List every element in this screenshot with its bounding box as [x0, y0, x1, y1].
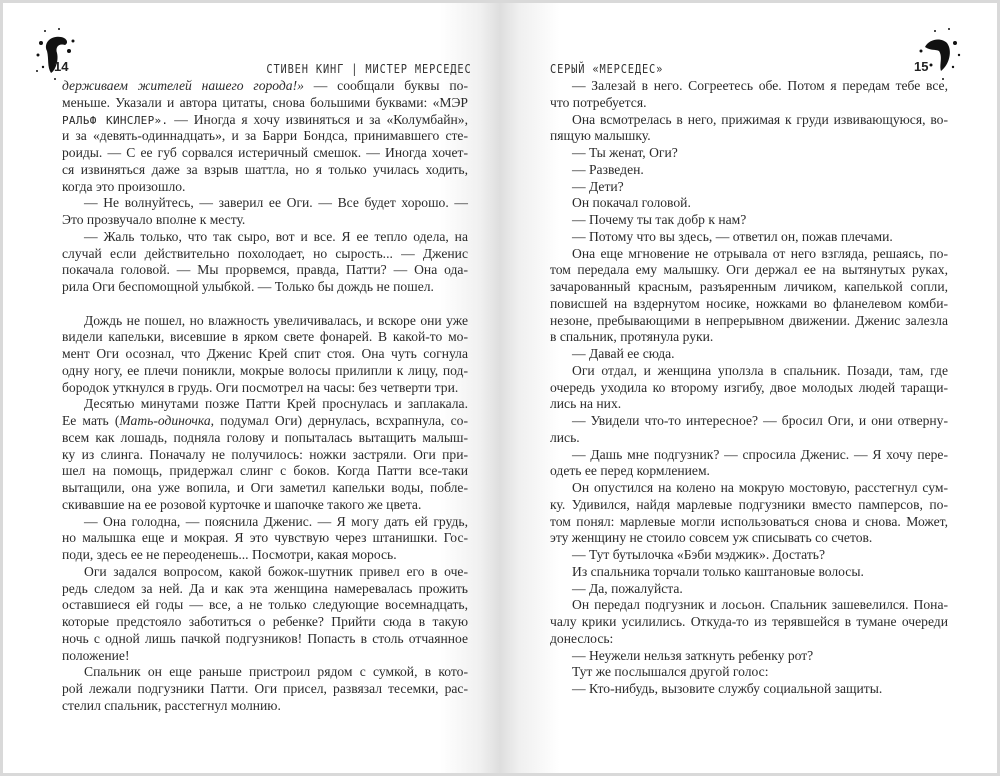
text: видели капельки, висевшие в ярком свете фонарей. В какой-то мо- — [62, 329, 468, 345]
text: ся извиняться даже за взрыв шаттла, но я только училась ходить, — [62, 161, 468, 177]
text: вытащили, она уже вопила, и Оги заметил капельки воды, побле- — [62, 480, 468, 495]
text-line — [550, 346, 948, 363]
text: рила Оги беспомощной улыбкой. — Только бы дождь не пошел. — [62, 279, 434, 294]
text-line — [62, 179, 468, 196]
text: — Она голодна, — пояснила Дженис. — Я могу дать ей грудь, — [84, 513, 468, 529]
text-line — [62, 463, 468, 480]
text: Он покачал головой. — [572, 195, 691, 211]
text-line — [550, 497, 948, 514]
text-line — [62, 262, 468, 279]
text: том передала ему малышку. Оги держал ее на вытянутых руках, — [550, 262, 948, 278]
text-line — [550, 246, 948, 263]
text-line — [550, 581, 948, 598]
text: пящую малышку. — [550, 128, 651, 144]
text: поди, здесь ее не переоденешь... Посмотри, какая морось. — [62, 547, 397, 562]
text: донеслось: — [550, 630, 614, 646]
text: — Тут бутылочка «Бэби мэджик». Достать? — [572, 547, 826, 562]
text: — Да, пожалуйста. — [572, 580, 683, 596]
text-line — [550, 262, 948, 279]
text: Это прозвучало вполне к месту. — [62, 212, 246, 227]
italic-text: держиваем жителей нашего города!» — [62, 78, 304, 93]
left-page — [3, 3, 500, 773]
text-line — [62, 447, 468, 464]
italic-text: Мать-одиночка — [119, 413, 211, 428]
text: — Разведен. — [572, 161, 644, 177]
text: — Увидели что-то интересное? — бросил Оги, и они отверну- — [572, 413, 948, 428]
text-line — [62, 162, 468, 179]
text: ку из слинга. Поначалу не получилось: ножки застряли. Оги при- — [62, 446, 468, 462]
text: — Залезай в него. Согреетесь обе. Потом я передам тебе все, — [572, 78, 948, 93]
text-line — [62, 279, 468, 296]
text-line — [550, 413, 948, 430]
running-head: СЕРЫЙ «МЕРСЕДЕС» — [550, 62, 664, 76]
text: том понял: марлевые могли использоваться снова и снова. Может, — [550, 513, 948, 529]
text: Ее мать ( — [62, 413, 120, 428]
text: стелил спальник, расстегнул молнию. — [62, 697, 281, 713]
text-line — [550, 128, 948, 145]
text: чалу крики усилились. Откуда-то из терявшейся в тумане очереди — [550, 614, 948, 629]
text-line — [550, 363, 948, 380]
text-line — [550, 480, 948, 497]
text-line — [550, 514, 948, 531]
text-line — [550, 530, 948, 547]
text: Дождь не пошел, но влажность увеличивалась, и вскоре они уже — [84, 312, 468, 328]
text-line — [550, 313, 948, 330]
text: покачала головой. — Мы прорвемся, правда, Патти? — Она ода- — [62, 262, 468, 278]
page-number: 15 — [914, 59, 929, 74]
text-line — [62, 128, 468, 145]
text: Оги отдал, и женщина уползла в спальник. Позади, там, где — [572, 362, 948, 378]
text: бородок уткнулся в грудь. Оги посмотрел на часы: без четверти три. — [62, 379, 459, 395]
text-line — [62, 313, 468, 330]
text: — Не волнуйтесь, — заверил ее Оги. — Все будет хорошо. — — [84, 195, 468, 211]
text: положение! — [62, 647, 130, 663]
text: зачарованный красным, разъяренным личиком, капелькой сопли, — [550, 279, 948, 294]
text-line — [550, 430, 948, 447]
text: Тут же послышался другой голос: — [572, 664, 769, 680]
text-line — [62, 530, 468, 547]
text-line — [550, 296, 948, 313]
text: Оги задался вопросом, какой божок-шутник привел его в оче- — [84, 563, 468, 579]
text: — Кто-нибудь, вызовите службу социальной защиты. — [572, 681, 883, 696]
text-line — [62, 229, 468, 246]
text-line — [550, 547, 948, 564]
text-line — [550, 162, 948, 179]
text-line — [62, 145, 468, 162]
text: лись. — [550, 429, 580, 445]
text: скивавшие на ее розовой курточке и шапочке такого же цвета. — [62, 496, 422, 512]
text: в спальник, протянула руки. — [550, 329, 714, 345]
text-line — [62, 648, 468, 665]
section-break — [62, 296, 468, 313]
text: — Иногда я хочу извиняться и за «Колумбайн», — [168, 111, 468, 127]
text: незоне, пребывающими в непрерывном движении. Дженис залезла — [550, 312, 948, 328]
text-line — [62, 346, 468, 363]
text-line — [550, 179, 948, 196]
text-line — [550, 112, 948, 129]
text-line — [62, 430, 468, 447]
ink-splatter-icon — [915, 21, 963, 81]
text-line — [550, 78, 948, 95]
text-line — [550, 681, 948, 698]
text: Десятью минутами позже Патти Крей проснулась и заплакала. — [84, 396, 468, 412]
text-line — [62, 246, 468, 263]
text-line — [550, 564, 948, 581]
text-line — [550, 145, 948, 162]
text: Из спальника торчали только каштановые волосы. — [572, 563, 864, 579]
text: роиды. — С ее губ сорвался истеричный смешок. — Иногда хочет- — [62, 145, 468, 160]
text-line — [62, 681, 468, 698]
text-line — [550, 95, 948, 112]
text: и за «девять-одиннадцать», и за Барри Бондса, принимавшего сте- — [62, 128, 468, 144]
text: — Почему ты так добр к нам? — [572, 212, 747, 227]
text-line — [62, 380, 468, 397]
text-line — [550, 212, 948, 229]
text: лись на них. — [550, 396, 622, 412]
text: одеть ее перед кормлением. — [550, 463, 710, 479]
text-line — [62, 514, 468, 531]
text-line — [62, 329, 468, 346]
text: меньше. Указали и автора цитаты, снова большими буквами: «МЭР — [62, 94, 468, 110]
text-line — [62, 363, 468, 380]
text: случай если действительно похолодает, но сырость... — Дженис — [62, 245, 468, 261]
text: — Неужели нельзя заткнуть ребенку рот? — [572, 647, 814, 663]
text: — Давай ее сюда. — [572, 346, 675, 361]
text-line — [62, 564, 468, 581]
page-number: 14 — [54, 59, 69, 74]
text: когда это произошло. — [62, 178, 186, 194]
text: повисшей на вздернутом носике, ножками во фланелевом комби- — [550, 295, 948, 311]
text-line — [62, 396, 468, 413]
text: — Дети? — [572, 178, 624, 194]
text-line — [550, 614, 948, 631]
text-line — [62, 698, 468, 715]
text: — Дашь мне подгузник? — спросила Дженис. — Я хочу пере- — [572, 446, 948, 462]
text: — Жаль только, что так сыро, вот и все. Я ее тепло одела, на — [84, 228, 468, 244]
text: редь следом за ней. Да и как эта женщина намеревалась прожить — [62, 580, 468, 596]
running-head: СТИВЕН КИНГ | МИСТЕР МЕРСЕДЕС — [266, 62, 472, 76]
text-line — [550, 664, 948, 681]
text-line — [62, 664, 468, 681]
text-line — [62, 581, 468, 598]
text: ночь с одной лишь пачкой подгузников! Попасть в столь отчаянное — [62, 630, 468, 646]
text: Спальник он еще раньше пристроил рядом с сумкой, в кото- — [84, 664, 468, 680]
text-line — [62, 212, 468, 229]
text: Он передал подгузник и лосьон. Спальник зашевелился. Пона- — [572, 597, 948, 613]
text-line — [62, 195, 468, 212]
text-line — [62, 112, 468, 129]
text: всем как лошадь, подняла голову и попыталась вытащить малыш- — [62, 429, 468, 445]
text-line — [62, 547, 468, 564]
text-line — [550, 396, 948, 413]
text-line — [550, 195, 948, 212]
text-line — [62, 497, 468, 514]
text: , подумал Оги) дернулась, всхрапнула, со- — [210, 413, 468, 428]
text-line — [550, 597, 948, 614]
text: которые предстояло заботиться о ребенке? Прийти сюда в такую — [62, 614, 468, 629]
text-line — [62, 95, 468, 112]
text: — сообщали буквы по- — [303, 78, 468, 93]
text-line — [550, 648, 948, 665]
text-line — [62, 78, 468, 95]
text-line — [550, 329, 948, 346]
text: одну ногу, ее плечи поникли, мокрые волосы прилипли к лицу, под- — [62, 362, 468, 378]
text: очередь уходила ко второму изгибу, двое молодых людей таращи- — [550, 379, 948, 395]
text-line — [550, 447, 948, 464]
text-line — [62, 631, 468, 648]
text: мент Оги осознал, что Дженис Крей спит стоя. Она чуть согнула — [62, 346, 468, 361]
text: ку. Удивился, найдя марлевые подгузники вместо памперсов, по- — [550, 496, 948, 512]
text: — Ты женат, Оги? — [572, 145, 678, 160]
text: что потребуется. — [550, 94, 647, 110]
text: но малышка еще и мокрая. Я это чувствую через штанишки. Гос- — [62, 530, 468, 546]
text-line — [550, 463, 948, 480]
text-line — [550, 380, 948, 397]
text: рой лежали подгузники Патти. Оги присел, развязал тесемки, рас- — [62, 681, 468, 696]
text-line — [62, 413, 468, 430]
text-line — [550, 229, 948, 246]
text: — Потому что вы здесь, — ответил он, пожав плечами. — [572, 228, 893, 244]
text-line — [62, 614, 468, 631]
text-line — [550, 631, 948, 648]
text: шел на помощь, придержал слинг с боков. Когда Патти все-таки — [62, 463, 468, 479]
right-page — [500, 3, 997, 773]
text-line — [550, 279, 948, 296]
text-line — [62, 597, 468, 614]
page-text — [62, 78, 468, 715]
text: Он опустился на колено на мокрую мостовую, расстегнул сум- — [572, 480, 948, 495]
text: Она еще мгновение не отрывала от него взгляда, решаясь, по- — [572, 245, 948, 261]
page-text — [550, 78, 948, 698]
text: Она всмотрелась в него, прижимая к груди извивающуюся, во- — [572, 111, 948, 127]
caps-text: РАЛЬФ КИНСЛЕР». — [62, 113, 169, 127]
text: оставшиеся ей годы — все, а не только следующие восемнадцать, — [62, 597, 468, 613]
text: эту женщину не стоило совсем уж списывать со счетов. — [550, 530, 873, 546]
text-line — [62, 480, 468, 497]
